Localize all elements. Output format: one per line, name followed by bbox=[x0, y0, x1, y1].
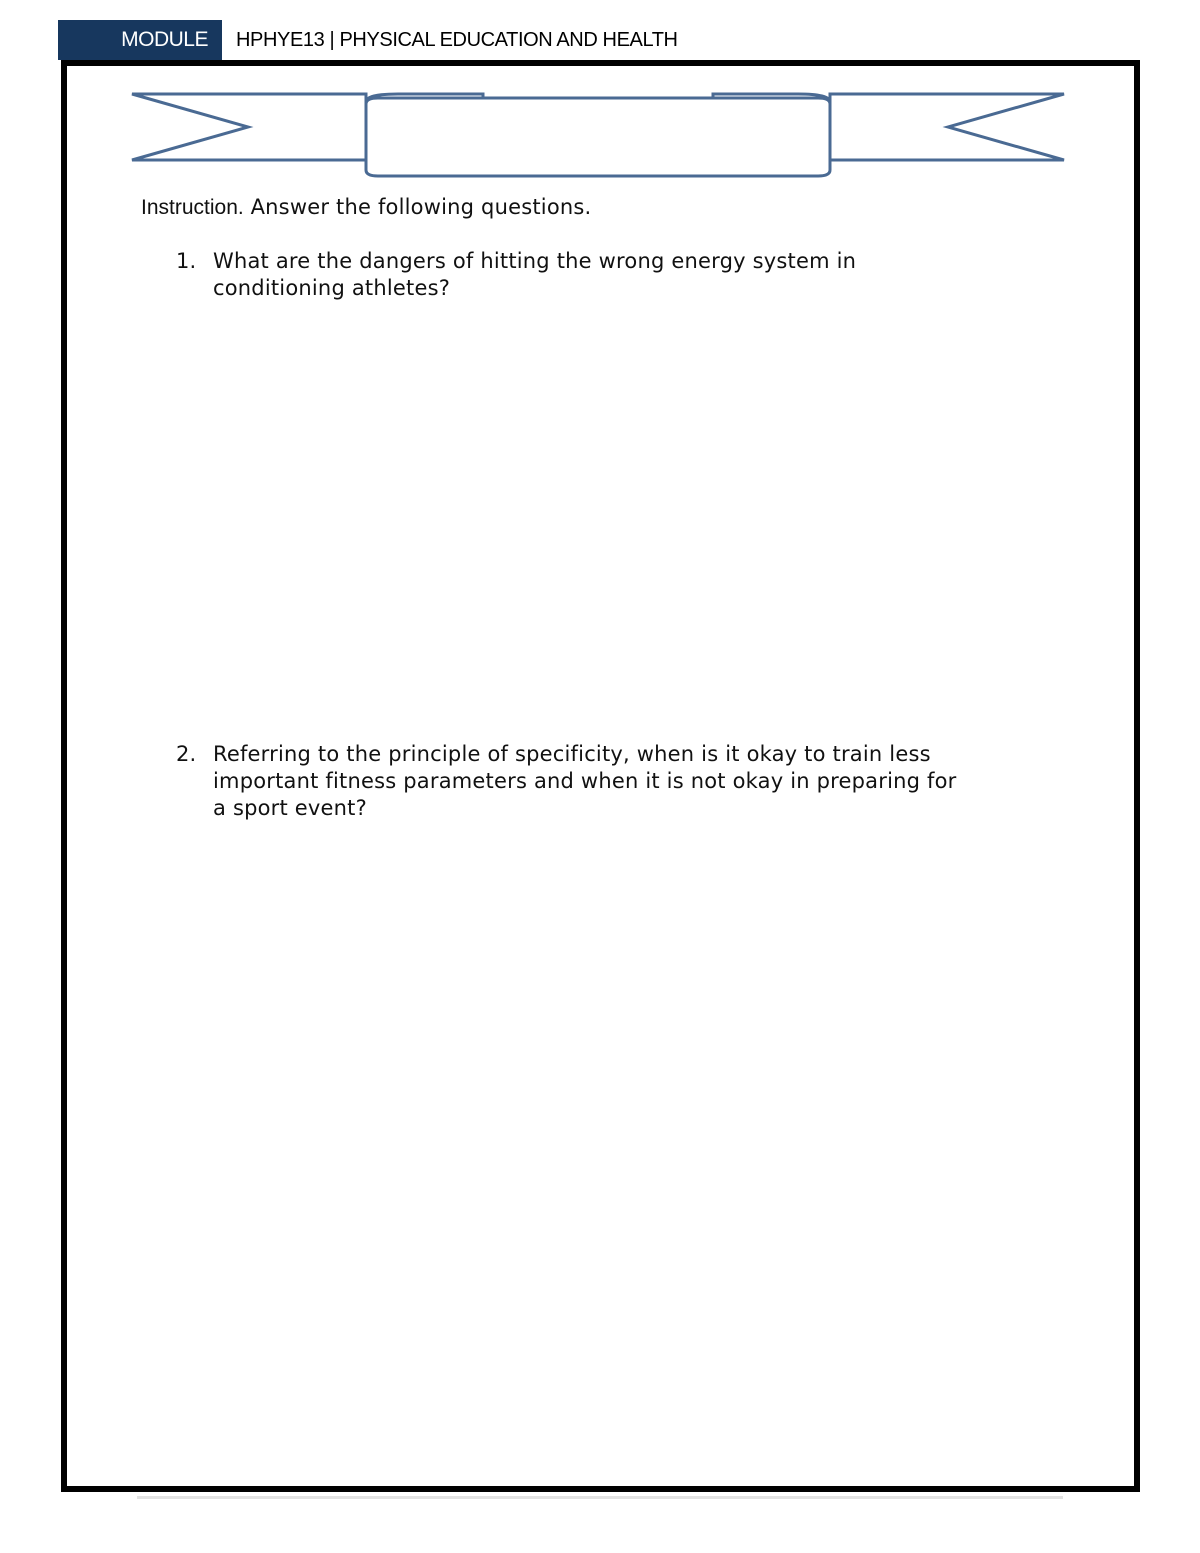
question-2-text: Referring to the principle of specificity, when is it okay to train less important fitness parameters and when it is not okay in preparing for a sport event? bbox=[213, 742, 957, 820]
instruction-text: Answer the following questions. bbox=[250, 195, 592, 219]
instruction bbox=[141, 193, 591, 222]
module-tab-label: MODULE bbox=[121, 28, 208, 51]
question-1-text: What are the dangers of hitting the wrong energy system in conditioning athletes? bbox=[213, 249, 857, 300]
instruction-lead: Instruction. bbox=[141, 196, 244, 219]
question-1 bbox=[176, 248, 976, 302]
question-1-number: 1. bbox=[176, 249, 197, 273]
question-2 bbox=[176, 741, 976, 822]
module-tab bbox=[58, 20, 222, 60]
question-2-number: 2. bbox=[176, 742, 197, 766]
footer-divider bbox=[137, 1496, 1063, 1499]
banner-center bbox=[366, 98, 830, 176]
course-title: HPHYE13 | PHYSICAL EDUCATION AND HEALTH bbox=[236, 29, 678, 51]
banner-left-tail bbox=[132, 94, 366, 160]
banner-right-tail bbox=[830, 94, 1064, 160]
ribbon-banner-icon bbox=[128, 88, 1068, 182]
